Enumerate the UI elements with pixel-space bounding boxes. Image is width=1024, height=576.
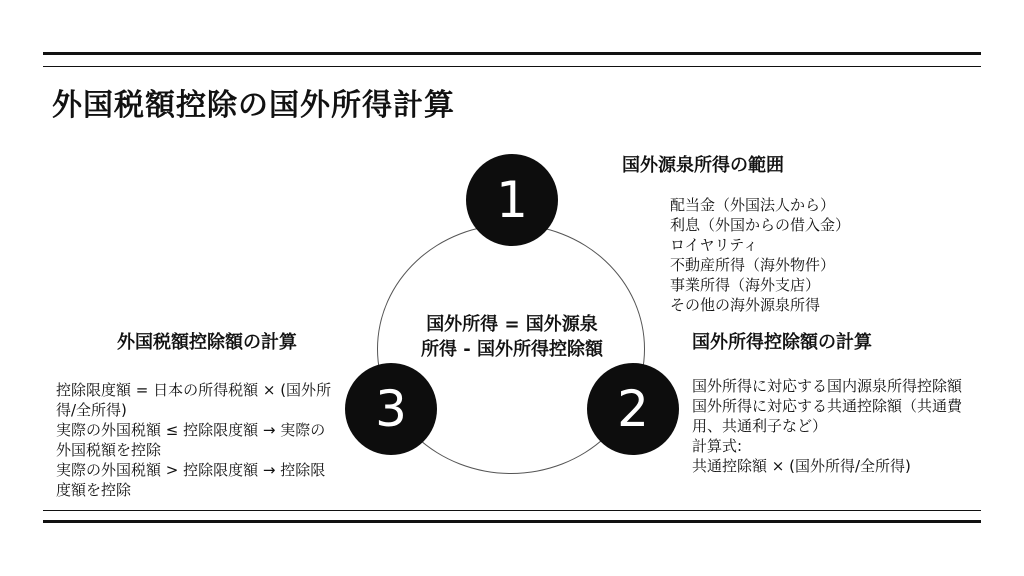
- step-1-item: 配当金（外国法人から）: [670, 196, 836, 214]
- step-3-heading: 外国税額控除額の計算: [117, 332, 297, 353]
- step-3-item: 控除限度額 = 日本の所得税額 × (国外所得/全所得): [56, 381, 332, 419]
- center-formula-line-1: 国外所得 = 国外源泉: [426, 314, 598, 335]
- step-3-list: [56, 380, 340, 500]
- step-2-item: 共通控除額 × (国外所得/全所得): [692, 457, 911, 475]
- top-thick-rule: [43, 52, 981, 55]
- step-1-badge: 1: [466, 154, 558, 246]
- step-3-item: 実際の外国税額 ≤ 控除限度額 → 実際の外国税額を控除: [56, 421, 326, 459]
- step-1-item: ロイヤリティ: [670, 236, 759, 254]
- step-1-list: [670, 195, 850, 315]
- step-1-item: 不動産所得（海外物件）: [670, 256, 836, 274]
- step-3-badge: 3: [345, 363, 437, 455]
- step-2-item: 国外所得に対応する共通控除額（共通費用、共通利子など）: [692, 397, 963, 435]
- step-2-heading: 国外所得控除額の計算: [692, 332, 872, 353]
- bottom-thin-rule: [43, 510, 981, 511]
- center-formula: [396, 312, 628, 362]
- step-1-item: 事業所得（海外支店）: [670, 276, 821, 294]
- step-2-item: 国外所得に対応する国内源泉所得控除額: [692, 377, 963, 395]
- step-3-item: 実際の外国税額 > 控除限度額 → 控除限度額を控除: [56, 461, 326, 499]
- center-formula-line-2: 所得 - 国外所得控除額: [420, 339, 603, 360]
- step-2-badge: 2: [587, 363, 679, 455]
- bottom-thick-rule: [43, 520, 981, 523]
- top-thin-rule: [43, 66, 981, 67]
- page-title: 外国税額控除の国外所得計算: [52, 88, 455, 123]
- step-2-list: [692, 376, 974, 476]
- step-1-item: その他の海外源泉所得: [670, 296, 821, 314]
- step-1-heading: 国外源泉所得の範囲: [622, 155, 784, 176]
- step-1-item: 利息（外国からの借入金）: [670, 216, 851, 234]
- step-2-item: 計算式:: [692, 437, 743, 455]
